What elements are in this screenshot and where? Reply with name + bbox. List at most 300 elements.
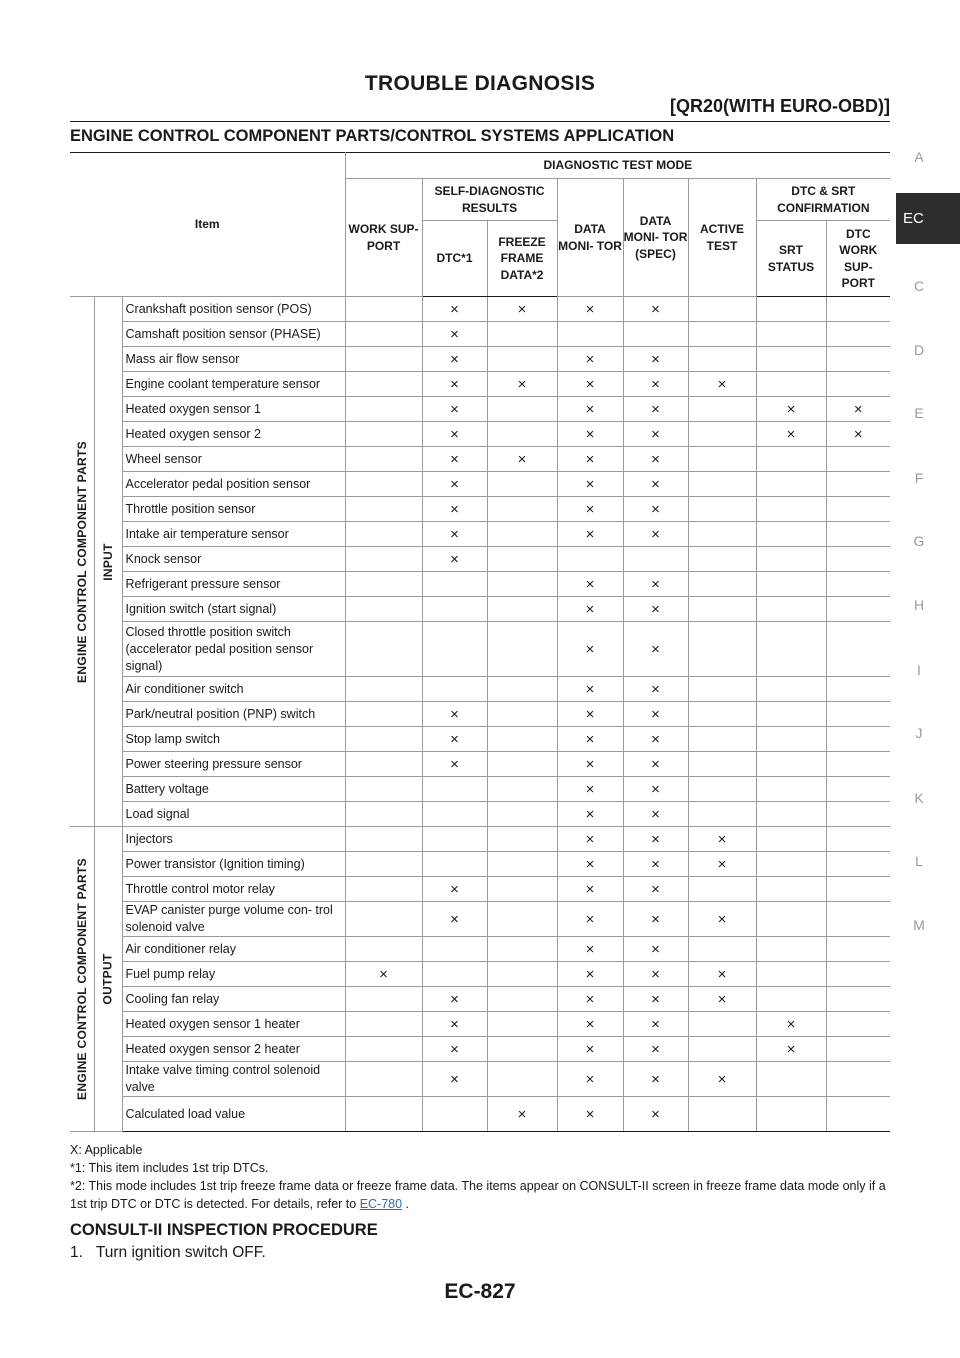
mark-cell-srt-status [756,622,826,677]
side-tab-m[interactable]: M [913,917,925,933]
mark-cell-active-test [688,547,756,572]
mark-cell-data-monitor: × [557,877,623,902]
item-name: Throttle position sensor [122,497,345,522]
mark-cell-freeze-frame: × [487,447,557,472]
mark-cell-active-test [688,472,756,497]
header-data-monitor: DATA MONI- TOR [557,179,623,297]
mark-cell-active-test [688,702,756,727]
item-name: Ignition switch (start signal) [122,597,345,622]
item-name: Throttle control motor relay [122,877,345,902]
item-name: Refrigerant pressure sensor [122,572,345,597]
mark-cell-freeze-frame [487,347,557,372]
mark-cell-srt-status [756,727,826,752]
mark-cell-active-test [688,877,756,902]
mark-cell-srt-status: × [756,422,826,447]
side-tab-j[interactable]: J [915,725,923,741]
mark-cell-data-monitor: × [557,397,623,422]
table-row [70,522,890,547]
item-name: Mass air flow sensor [122,347,345,372]
mark-cell-data-monitor-spec: × [623,1037,688,1062]
header-diagnostic-test-mode: DIAGNOSTIC TEST MODE [345,153,890,179]
item-name: Air conditioner switch [122,677,345,702]
mark-cell-srt-status [756,702,826,727]
item-name: Power steering pressure sensor [122,752,345,777]
mark-cell-active-test: × [688,902,756,937]
mark-cell-freeze-frame [487,422,557,447]
table-row [70,447,890,472]
mark-cell-data-monitor: × [557,497,623,522]
mark-cell-data-monitor-spec: × [623,987,688,1012]
mark-cell-dtc-work-support [826,297,890,322]
mark-cell-srt-status [756,572,826,597]
side-index-tabs [896,140,960,940]
mark-cell-data-monitor-spec: × [623,702,688,727]
item-name: Heated oxygen sensor 2 [122,422,345,447]
side-tab-f[interactable]: F [914,470,924,486]
mark-cell-data-monitor: × [557,752,623,777]
mark-cell-data-monitor-spec: × [623,802,688,827]
mark-cell-dtc: × [422,422,487,447]
table-row [70,752,890,777]
mark-cell-dtc-work-support [826,752,890,777]
mark-cell-active-test [688,777,756,802]
side-tab-g[interactable]: G [913,533,925,549]
mark-cell-work-support [345,752,422,777]
mark-cell-dtc: × [422,522,487,547]
mark-cell-data-monitor: × [557,572,623,597]
mark-cell-active-test [688,1037,756,1062]
header-freeze-frame: FREEZE FRAME DATA*2 [487,221,557,297]
side-tab-i[interactable]: I [917,662,921,678]
page-number: EC-827 [444,1280,516,1303]
mark-cell-dtc-work-support: × [826,397,890,422]
mark-cell-srt-status [756,902,826,937]
mark-cell-data-monitor-spec: × [623,472,688,497]
mark-cell-srt-status [756,447,826,472]
mark-cell-data-monitor-spec: × [623,372,688,397]
mark-cell-active-test [688,397,756,422]
header-dtc-srt-confirmation: DTC & SRT CONFIRMATION [756,179,890,221]
mark-cell-active-test [688,727,756,752]
mark-cell-active-test [688,447,756,472]
mark-cell-freeze-frame [487,322,557,347]
table-row [70,827,890,852]
side-tab-l[interactable]: L [915,853,923,869]
mark-cell-active-test [688,752,756,777]
group-sublabel-input: INPUT [101,542,115,581]
mark-cell-work-support [345,372,422,397]
table-row [70,1062,890,1097]
mark-cell-active-test [688,677,756,702]
mark-cell-data-monitor-spec: × [623,777,688,802]
table-row [70,622,890,677]
mark-cell-data-monitor-spec: × [623,447,688,472]
mark-cell-dtc-work-support [826,702,890,727]
mark-cell-data-monitor: × [557,827,623,852]
mark-cell-dtc: × [422,497,487,522]
mark-cell-dtc-work-support [826,347,890,372]
mark-cell-srt-status [756,677,826,702]
table-row [70,547,890,572]
group-sublabel-cell [94,297,122,827]
mark-cell-dtc-work-support [826,1012,890,1037]
mark-cell-dtc: × [422,902,487,937]
table-row [70,987,890,1012]
component-application-table [70,152,890,1132]
header-dtc: DTC*1 [422,221,487,297]
group-label-cell [70,827,94,1132]
mark-cell-data-monitor: × [557,677,623,702]
table-row [70,1037,890,1062]
item-name: Fuel pump relay [122,962,345,987]
mark-cell-srt-status [756,347,826,372]
mark-cell-data-monitor: × [557,802,623,827]
mark-cell-srt-status [756,547,826,572]
mark-cell-active-test [688,297,756,322]
ec-780-link[interactable]: EC-780 [359,1197,403,1211]
table-row [70,1012,890,1037]
mark-cell-data-monitor-spec: × [623,347,688,372]
item-name: Battery voltage [122,777,345,802]
mark-cell-data-monitor-spec: × [623,297,688,322]
mark-cell-active-test [688,522,756,547]
header-srt-status: SRT STATUS [756,221,826,297]
mark-cell-dtc: × [422,447,487,472]
mark-cell-work-support [345,322,422,347]
header-divider [70,121,890,122]
mark-cell-active-test: × [688,987,756,1012]
mark-cell-dtc: × [422,727,487,752]
table-notes [70,1141,890,1213]
mark-cell-dtc-work-support [826,622,890,677]
mark-cell-work-support [345,937,422,962]
mark-cell-data-monitor-spec: × [623,497,688,522]
mark-cell-dtc [422,597,487,622]
engine-variant-subtitle: [QR20(WITH EURO-OBD)] [670,96,890,116]
mark-cell-freeze-frame: × [487,1097,557,1132]
mark-cell-data-monitor: × [557,987,623,1012]
mark-cell-freeze-frame [487,1037,557,1062]
table-row [70,962,890,987]
table-row [70,297,890,322]
mark-cell-dtc [422,777,487,802]
mark-cell-dtc: × [422,1037,487,1062]
mark-cell-dtc [422,852,487,877]
mark-cell-dtc-work-support [826,497,890,522]
mark-cell-work-support [345,1012,422,1037]
mark-cell-freeze-frame [487,622,557,677]
mark-cell-freeze-frame: × [487,297,557,322]
mark-cell-dtc: × [422,297,487,322]
note-2-suffix: . [402,1197,410,1211]
mark-cell-data-monitor-spec: × [623,752,688,777]
mark-cell-active-test [688,1012,756,1037]
mark-cell-data-monitor-spec: × [623,1012,688,1037]
mark-cell-dtc-work-support [826,372,890,397]
item-name: Closed throttle position switch (accelerator pedal position sensor signal) [122,622,345,677]
consult-procedure-title: CONSULT-II INSPECTION PROCEDURE [70,1221,378,1239]
mark-cell-work-support [345,802,422,827]
mark-cell-dtc-work-support [826,877,890,902]
mark-cell-dtc [422,677,487,702]
table-row [70,1097,890,1132]
mark-cell-data-monitor: × [557,962,623,987]
mark-cell-dtc: × [422,1062,487,1097]
mark-cell-active-test [688,802,756,827]
mark-cell-work-support [345,447,422,472]
table-row [70,572,890,597]
mark-cell-dtc-work-support [826,937,890,962]
mark-cell-data-monitor-spec: × [623,597,688,622]
side-tab-d[interactable]: D [913,342,925,358]
table-row [70,802,890,827]
mark-cell-work-support [345,597,422,622]
item-name: Cooling fan relay [122,987,345,1012]
mark-cell-data-monitor: × [557,422,623,447]
mark-cell-data-monitor: × [557,522,623,547]
mark-cell-freeze-frame [487,677,557,702]
mark-cell-data-monitor: × [557,347,623,372]
mark-cell-srt-status [756,372,826,397]
mark-cell-work-support [345,622,422,677]
mark-cell-dtc [422,937,487,962]
mark-cell-active-test [688,422,756,447]
item-name: Intake air temperature sensor [122,522,345,547]
mark-cell-freeze-frame [487,937,557,962]
table-row [70,497,890,522]
table-row [70,937,890,962]
mark-cell-freeze-frame [487,802,557,827]
mark-cell-dtc [422,827,487,852]
item-name: Heated oxygen sensor 1 [122,397,345,422]
item-name: Load signal [122,802,345,827]
mark-cell-work-support [345,852,422,877]
item-name: Stop lamp switch [122,727,345,752]
note-1: *1: This item includes 1st trip DTCs. [70,1161,269,1175]
item-name: Accelerator pedal position sensor [122,472,345,497]
table-row [70,397,890,422]
table-row [70,347,890,372]
mark-cell-data-monitor-spec: × [623,622,688,677]
mark-cell-dtc [422,962,487,987]
side-tab-a[interactable]: A [914,149,924,165]
mark-cell-work-support [345,347,422,372]
mark-cell-data-monitor: × [557,1062,623,1097]
header-self-diagnostic-results: SELF-DIAGNOSTIC RESULTS [422,179,557,221]
group-sublabel-output: OUTPUT [101,953,116,1005]
mark-cell-dtc-work-support [826,727,890,752]
item-name: Wheel sensor [122,447,345,472]
mark-cell-srt-status [756,472,826,497]
mark-cell-dtc-work-support [826,1062,890,1097]
mark-cell-dtc: × [422,987,487,1012]
mark-cell-data-monitor: × [557,622,623,677]
mark-cell-srt-status [756,852,826,877]
mark-cell-work-support [345,1037,422,1062]
table-row [70,677,890,702]
table-row [70,777,890,802]
item-name: Heated oxygen sensor 1 heater [122,1012,345,1037]
mark-cell-dtc-work-support [826,902,890,937]
item-name: Heated oxygen sensor 2 heater [122,1037,345,1062]
mark-cell-freeze-frame [487,752,557,777]
mark-cell-data-monitor [557,322,623,347]
item-name: Power transistor (Ignition timing) [122,852,345,877]
mark-cell-srt-status [756,937,826,962]
table-row [70,322,890,347]
mark-cell-data-monitor-spec: × [623,827,688,852]
mark-cell-work-support [345,547,422,572]
mark-cell-srt-status [756,1097,826,1132]
mark-cell-srt-status [756,802,826,827]
mark-cell-freeze-frame [487,702,557,727]
mark-cell-data-monitor: × [557,597,623,622]
mark-cell-dtc: × [422,322,487,347]
mark-cell-active-test [688,937,756,962]
mark-cell-freeze-frame [487,877,557,902]
mark-cell-active-test [688,1097,756,1132]
mark-cell-freeze-frame [487,777,557,802]
mark-cell-dtc: × [422,752,487,777]
table-row [70,727,890,752]
mark-cell-active-test [688,322,756,347]
mark-cell-dtc-work-support [826,802,890,827]
mark-cell-work-support [345,827,422,852]
mark-cell-data-monitor: × [557,1012,623,1037]
mark-cell-work-support [345,297,422,322]
mark-cell-data-monitor-spec: × [623,1062,688,1097]
header-work-support: WORK SUP- PORT [345,179,422,297]
mark-cell-dtc: × [422,877,487,902]
item-name: Crankshaft position sensor (POS) [122,297,345,322]
mark-cell-dtc: × [422,702,487,727]
table-row [70,877,890,902]
mark-cell-dtc-work-support [826,1097,890,1132]
mark-cell-dtc-work-support [826,677,890,702]
mark-cell-srt-status [756,987,826,1012]
mark-cell-dtc [422,1097,487,1132]
mark-cell-dtc-work-support [826,987,890,1012]
mark-cell-freeze-frame [487,472,557,497]
mark-cell-data-monitor-spec: × [623,422,688,447]
item-name: Park/neutral position (PNP) switch [122,702,345,727]
table-row [70,597,890,622]
section-title: ENGINE CONTROL COMPONENT PARTS/CONTROL SYSTEMS APPLICATION [70,127,675,145]
mark-cell-data-monitor-spec: × [623,397,688,422]
item-name: Engine coolant temperature sensor [122,372,345,397]
mark-cell-srt-status [756,497,826,522]
note-applicable: X: Applicable [70,1143,143,1157]
mark-cell-dtc-work-support: × [826,422,890,447]
mark-cell-active-test: × [688,962,756,987]
side-tab-h[interactable]: H [913,597,925,613]
mark-cell-active-test [688,497,756,522]
mark-cell-work-support [345,777,422,802]
mark-cell-work-support [345,422,422,447]
mark-cell-freeze-frame [487,497,557,522]
mark-cell-data-monitor: × [557,472,623,497]
mark-cell-data-monitor-spec: × [623,902,688,937]
note-2-text: *2: This mode includes 1st trip freeze frame data or freeze frame data. The items appear on CONSULT-II screen in freeze frame data mode only if a 1st trip DTC or DTC is detected. For details, refer to [70,1179,886,1211]
mark-cell-freeze-frame [487,902,557,937]
mark-cell-data-monitor-spec: × [623,1097,688,1132]
mark-cell-data-monitor-spec: × [623,852,688,877]
table-row [70,422,890,447]
mark-cell-freeze-frame: × [487,372,557,397]
table-row [70,852,890,877]
mark-cell-work-support [345,702,422,727]
mark-cell-data-monitor-spec: × [623,677,688,702]
mark-cell-dtc [422,622,487,677]
mark-cell-srt-status [756,827,826,852]
header-active-test: ACTIVE TEST [688,179,756,297]
mark-cell-work-support [345,1062,422,1097]
group-label: ENGINE CONTROL COMPONENT PARTS [74,858,89,1100]
mark-cell-active-test [688,597,756,622]
side-tab-k[interactable]: K [914,790,924,806]
mark-cell-data-monitor: × [557,1097,623,1132]
header-data-monitor-spec: DATA MONI- TOR (SPEC) [623,179,688,297]
mark-cell-data-monitor: × [557,937,623,962]
mark-cell-freeze-frame [487,987,557,1012]
mark-cell-data-monitor-spec: × [623,522,688,547]
side-tab-ec-active[interactable]: EC [896,193,960,244]
item-name: EVAP canister purge volume con- trol solenoid valve [122,902,345,937]
mark-cell-data-monitor: × [557,372,623,397]
mark-cell-dtc-work-support [826,1037,890,1062]
mark-cell-srt-status [756,877,826,902]
item-name: Calculated load value [122,1097,345,1132]
side-tab-c[interactable]: C [913,278,925,294]
mark-cell-work-support [345,987,422,1012]
mark-cell-work-support [345,522,422,547]
side-tab-e[interactable]: E [914,405,924,421]
mark-cell-data-monitor-spec: × [623,937,688,962]
table-row [70,372,890,397]
mark-cell-freeze-frame [487,852,557,877]
mark-cell-srt-status [756,522,826,547]
mark-cell-srt-status: × [756,1037,826,1062]
mark-cell-dtc-work-support [826,547,890,572]
mark-cell-active-test: × [688,1062,756,1097]
mark-cell-data-monitor-spec [623,322,688,347]
item-name: Knock sensor [122,547,345,572]
group-label: ENGINE CONTROL COMPONENT PARTS [74,440,89,683]
mark-cell-work-support [345,497,422,522]
mark-cell-dtc: × [422,1012,487,1037]
mark-cell-freeze-frame [487,597,557,622]
mark-cell-freeze-frame [487,1012,557,1037]
mark-cell-data-monitor-spec: × [623,727,688,752]
mark-cell-dtc: × [422,347,487,372]
mark-cell-dtc-work-support [826,322,890,347]
mark-cell-dtc-work-support [826,522,890,547]
mark-cell-active-test: × [688,827,756,852]
table-row [70,702,890,727]
mark-cell-work-support [345,472,422,497]
mark-cell-dtc-work-support [826,827,890,852]
mark-cell-work-support [345,727,422,752]
mark-cell-dtc-work-support [826,447,890,472]
mark-cell-freeze-frame [487,827,557,852]
mark-cell-freeze-frame [487,962,557,987]
mark-cell-active-test [688,572,756,597]
mark-cell-srt-status [756,597,826,622]
mark-cell-freeze-frame [487,1062,557,1097]
mark-cell-work-support [345,397,422,422]
procedure-step-1: 1. Turn ignition switch OFF. [70,1244,266,1261]
mark-cell-work-support [345,1097,422,1132]
